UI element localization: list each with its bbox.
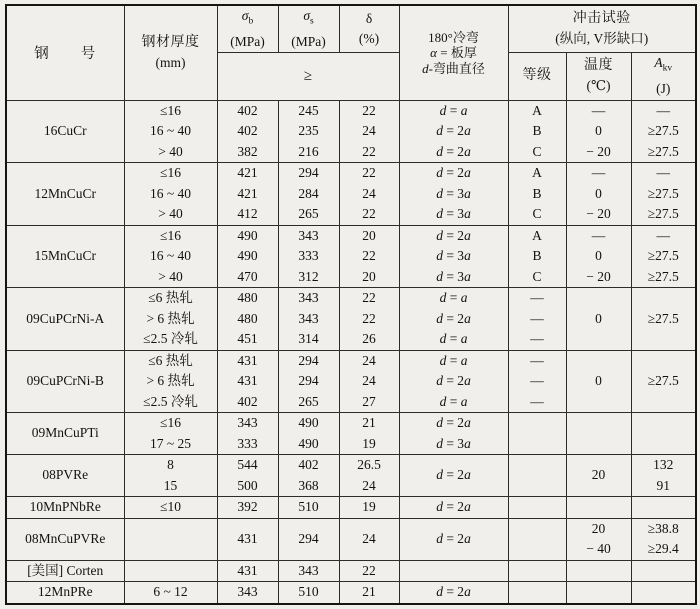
- table-body: [6, 100, 696, 604]
- table-row: [6, 163, 696, 226]
- steel-properties-table: [5, 4, 697, 605]
- temperature-cell: — 0 − 20: [566, 225, 631, 288]
- temperature-cell: [566, 560, 631, 582]
- steel-grade-cell: 15MnCuCr: [6, 225, 124, 288]
- steel-grade-cell: 08PVRe: [6, 455, 124, 497]
- delta-cell: 21 19: [339, 413, 399, 455]
- table-row: [6, 225, 696, 288]
- sigma-b-cell: 431: [217, 518, 278, 560]
- thickness-cell: 8 15: [124, 455, 217, 497]
- bend-cell: d = 2a d = 3a: [399, 413, 508, 455]
- bend-cell: d = a d = 2a d = 2a: [399, 100, 508, 163]
- akv-cell: [631, 497, 696, 519]
- sigma-b-cell: 392: [217, 497, 278, 519]
- delta-cell: 22: [339, 560, 399, 582]
- level-cell: [508, 455, 566, 497]
- col-header-cold-bend: 180°冷弯 α = 板厚 d-弯曲直径: [399, 5, 508, 100]
- thickness-cell: [124, 560, 217, 582]
- thickness-cell: ≤16 17 ~ 25: [124, 413, 217, 455]
- sigma-s-cell: 510: [278, 582, 339, 604]
- steel-grade-cell: 10MnPNbRe: [6, 497, 124, 519]
- thickness-cell: ≤6 热轧 > 6 热轧 ≤2.5 冷轧: [124, 350, 217, 413]
- steel-grade-cell: 12MnPRe: [6, 582, 124, 604]
- delta-cell: 20 22 20: [339, 225, 399, 288]
- delta-cell: 24 24 27: [339, 350, 399, 413]
- level-cell: [508, 560, 566, 582]
- steel-grade-cell: 09MnCuPTi: [6, 413, 124, 455]
- thickness-cell: ≤16 16 ~ 40 > 40: [124, 163, 217, 226]
- sigma-b-cell: 343: [217, 582, 278, 604]
- sigma-b-cell: 431: [217, 560, 278, 582]
- col-header-level: 等级: [508, 52, 566, 100]
- temperature-cell: [566, 413, 631, 455]
- sigma-b-cell: 421 421 412: [217, 163, 278, 226]
- akv-cell: [631, 413, 696, 455]
- sigma-s-cell: 402 368: [278, 455, 339, 497]
- level-cell: — — —: [508, 288, 566, 351]
- thickness-cell: [124, 518, 217, 560]
- steel-grade-cell: 16CuCr: [6, 100, 124, 163]
- sigma-b-cell: 343 333: [217, 413, 278, 455]
- delta-cell: 22 24 22: [339, 163, 399, 226]
- level-cell: A B C: [508, 100, 566, 163]
- delta-cell: 22 22 26: [339, 288, 399, 351]
- bend-cell: d = 2a: [399, 455, 508, 497]
- table-row: [6, 560, 696, 582]
- table-row: [6, 100, 696, 163]
- table-row: [6, 288, 696, 351]
- sigma-b-cell: 431 431 402: [217, 350, 278, 413]
- temperature-cell: — 0 − 20: [566, 163, 631, 226]
- col-header-delta: δ (%): [339, 5, 399, 52]
- table-row: [6, 413, 696, 455]
- akv-cell: ≥38.8 ≥29.4: [631, 518, 696, 560]
- temperature-cell: 0: [566, 350, 631, 413]
- sigma-s-cell: 510: [278, 497, 339, 519]
- col-header-sigma-b: $\sigma_b$ (MPa): [217, 5, 278, 52]
- table-row: [6, 518, 696, 560]
- col-header-sigma-s: $\sigma_s$ (MPa): [278, 5, 339, 52]
- bend-cell: [399, 560, 508, 582]
- level-cell: [508, 518, 566, 560]
- delta-cell: 22 24 22: [339, 100, 399, 163]
- steel-grade-cell: 09CuPCrNi-A: [6, 288, 124, 351]
- sigma-s-cell: 343 333 312: [278, 225, 339, 288]
- akv-cell: 132 91: [631, 455, 696, 497]
- temperature-cell: [566, 582, 631, 604]
- thickness-cell: ≤10: [124, 497, 217, 519]
- steel-grade-cell: 12MnCuCr: [6, 163, 124, 226]
- sigma-b-cell: 490 490 470: [217, 225, 278, 288]
- sigma-s-cell: 294 294 265: [278, 350, 339, 413]
- delta-cell: 21: [339, 582, 399, 604]
- bend-cell: d = a d = 2a d = a: [399, 350, 508, 413]
- table-row: [6, 455, 696, 497]
- thickness-cell: ≤6 热轧 > 6 热轧 ≤2.5 冷轧: [124, 288, 217, 351]
- sigma-b-cell: 402 402 382: [217, 100, 278, 163]
- bend-cell: d = a d = 2a d = a: [399, 288, 508, 351]
- temperature-cell: 0: [566, 288, 631, 351]
- thickness-cell: 6 ~ 12: [124, 582, 217, 604]
- akv-cell: — ≥27.5 ≥27.5: [631, 163, 696, 226]
- thickness-cell: ≤16 16 ~ 40 > 40: [124, 225, 217, 288]
- scanned-table-page: [0, 4, 700, 609]
- bend-cell: d = 2a: [399, 582, 508, 604]
- sigma-s-cell: 490 490: [278, 413, 339, 455]
- akv-cell: [631, 560, 696, 582]
- sigma-s-cell: 294: [278, 518, 339, 560]
- level-cell: [508, 582, 566, 604]
- temperature-cell: [566, 497, 631, 519]
- akv-cell: ≥27.5: [631, 288, 696, 351]
- level-cell: A B C: [508, 163, 566, 226]
- steel-grade-cell: 09CuPCrNi-B: [6, 350, 124, 413]
- temperature-cell: 20 − 40: [566, 518, 631, 560]
- bend-cell: d = 2a d = 3a d = 3a: [399, 163, 508, 226]
- ge-symbol-cell: ≥: [217, 52, 399, 100]
- col-header-temperature: 温度 (℃): [566, 52, 631, 100]
- sigma-s-cell: 343: [278, 560, 339, 582]
- delta-cell: 26.5 24: [339, 455, 399, 497]
- sigma-s-cell: 245 235 216: [278, 100, 339, 163]
- temperature-cell: — 0 − 20: [566, 100, 631, 163]
- delta-cell: 24: [339, 518, 399, 560]
- steel-grade-cell: [美国] Corten: [6, 560, 124, 582]
- bend-cell: d = 2a: [399, 497, 508, 519]
- akv-cell: [631, 582, 696, 604]
- steel-grade-cell: 08MnCuPVRe: [6, 518, 124, 560]
- col-header-akv: $A_{kv}$ (J): [631, 52, 696, 100]
- bend-cell: d = 2a d = 3a d = 3a: [399, 225, 508, 288]
- sigma-b-cell: 480 480 451: [217, 288, 278, 351]
- table-row: [6, 497, 696, 519]
- akv-cell: ≥27.5: [631, 350, 696, 413]
- akv-cell: — ≥27.5 ≥27.5: [631, 100, 696, 163]
- table-header: [6, 5, 696, 100]
- level-cell: [508, 497, 566, 519]
- level-cell: — — —: [508, 350, 566, 413]
- thickness-cell: ≤16 16 ~ 40 > 40: [124, 100, 217, 163]
- sigma-s-cell: 343 343 314: [278, 288, 339, 351]
- level-cell: A B C: [508, 225, 566, 288]
- table-row: [6, 582, 696, 604]
- sigma-b-cell: 544 500: [217, 455, 278, 497]
- bend-cell: d = 2a: [399, 518, 508, 560]
- level-cell: [508, 413, 566, 455]
- col-header-thickness: 钢材厚度 (mm): [124, 5, 217, 100]
- temperature-cell: 20: [566, 455, 631, 497]
- table-row: [6, 350, 696, 413]
- sigma-s-cell: 294 284 265: [278, 163, 339, 226]
- akv-cell: — ≥27.5 ≥27.5: [631, 225, 696, 288]
- col-header-steel-grade: 钢 号: [6, 5, 124, 100]
- col-header-impact-test: 冲击试验 (纵向, V形缺口): [508, 5, 696, 52]
- delta-cell: 19: [339, 497, 399, 519]
